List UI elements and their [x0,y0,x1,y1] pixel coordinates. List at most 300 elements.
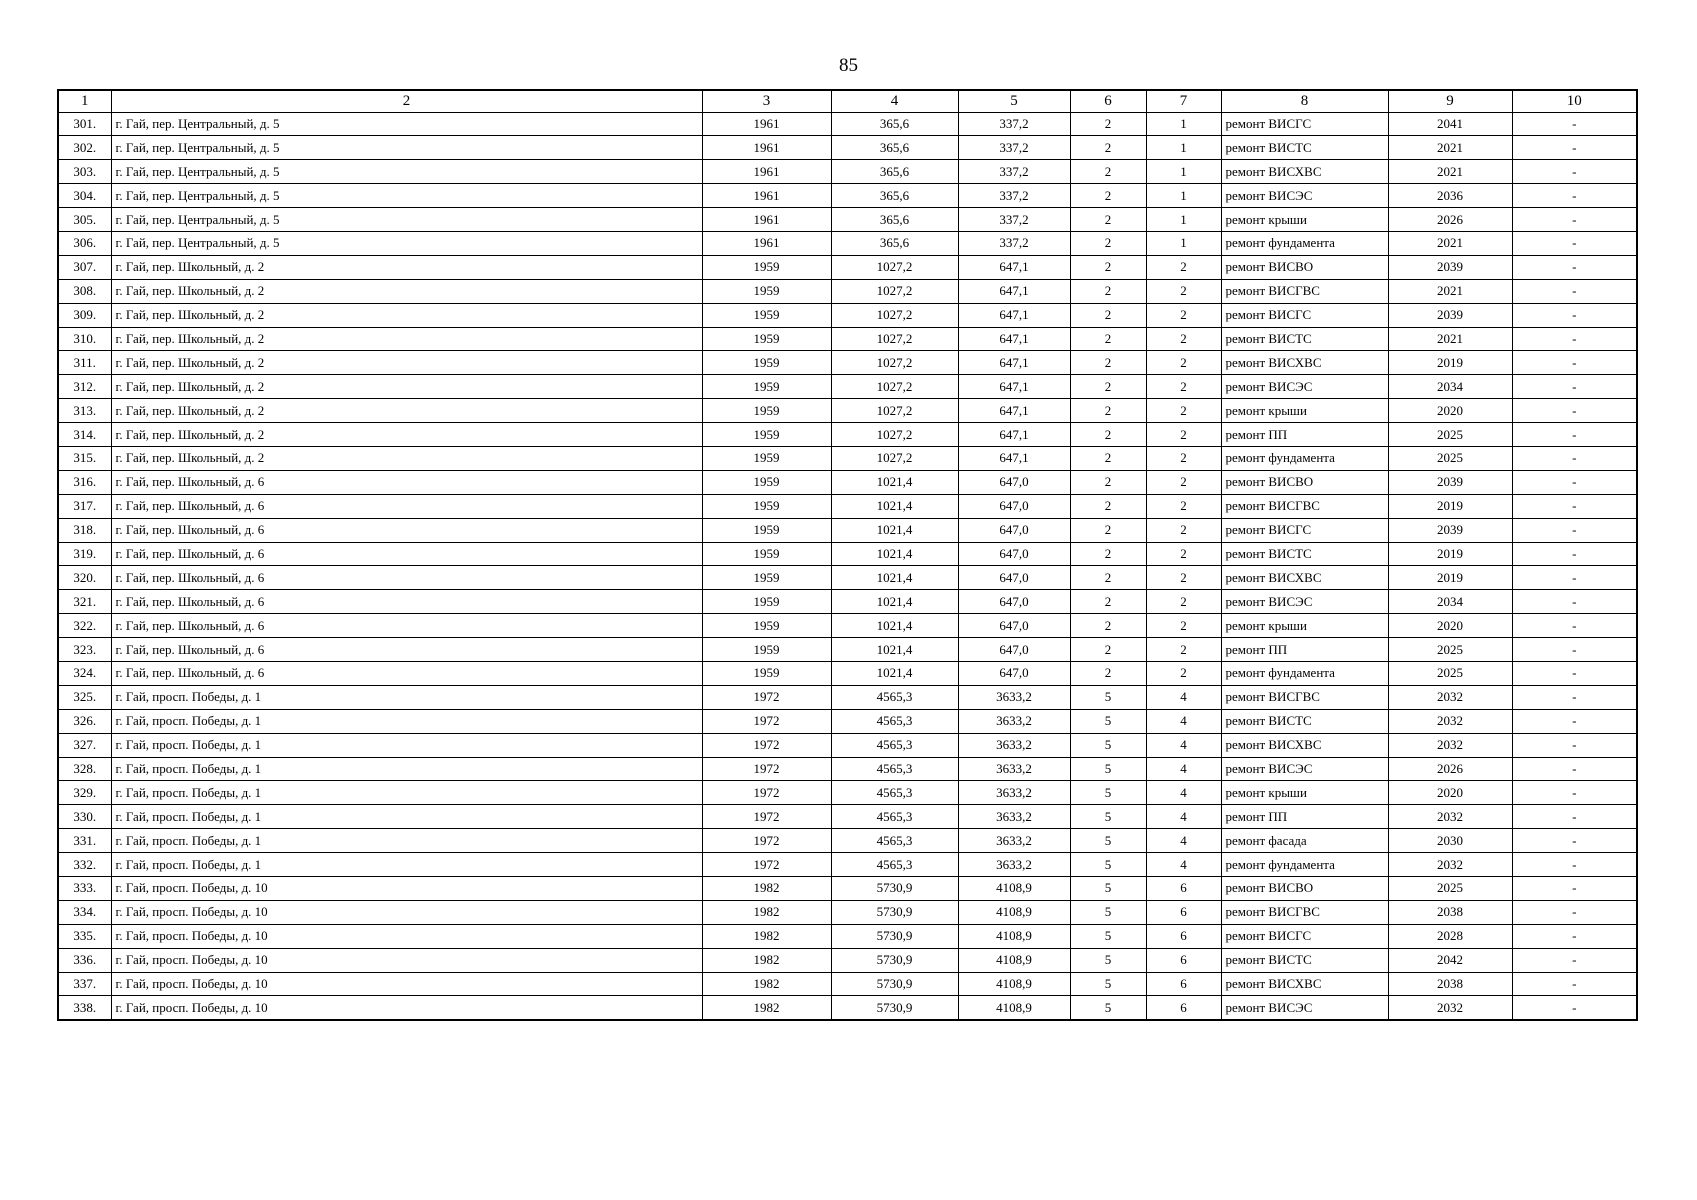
column-header-7: 7 [1146,90,1221,112]
floors-cell: 5 [1070,685,1146,709]
year-built-cell: 1959 [702,327,831,351]
entrances-cell: 2 [1146,303,1221,327]
work-type-cell: ремонт крыши [1221,781,1388,805]
floors-cell: 2 [1070,470,1146,494]
year-built-cell: 1959 [702,566,831,590]
table-row [58,757,1637,781]
work-type-cell: ремонт ВИСГВС [1221,279,1388,303]
entrances-cell: 2 [1146,399,1221,423]
planned-year-cell: 2021 [1388,327,1512,351]
floors-cell: 5 [1070,781,1146,805]
entrances-cell: 2 [1146,351,1221,375]
address-cell: г. Гай, пер. Школьный, д. 2 [111,446,702,470]
planned-year-cell: 2025 [1388,423,1512,447]
row-number-cell: 338. [58,996,111,1020]
address-cell: г. Гай, пер. Школьный, д. 6 [111,566,702,590]
row-number-cell: 301. [58,112,111,136]
row-number-cell: 306. [58,231,111,255]
year-built-cell: 1959 [702,351,831,375]
notes-cell: - [1512,279,1637,303]
table-row [58,900,1637,924]
entrances-cell: 6 [1146,948,1221,972]
row-number-cell: 330. [58,805,111,829]
address-cell: г. Гай, пер. Школьный, д. 2 [111,399,702,423]
total-area-cell: 1027,2 [831,375,958,399]
address-cell: г. Гай, пер. Школьный, д. 6 [111,470,702,494]
address-cell: г. Гай, пер. Школьный, д. 2 [111,423,702,447]
address-cell: г. Гай, просп. Победы, д. 1 [111,805,702,829]
address-cell: г. Гай, пер. Центральный, д. 5 [111,160,702,184]
notes-cell: - [1512,972,1637,996]
table-row [58,375,1637,399]
planned-year-cell: 2032 [1388,733,1512,757]
planned-year-cell: 2026 [1388,757,1512,781]
planned-year-cell: 2039 [1388,255,1512,279]
entrances-cell: 6 [1146,900,1221,924]
address-cell: г. Гай, просп. Победы, д. 1 [111,829,702,853]
row-number-cell: 333. [58,877,111,901]
address-cell: г. Гай, пер. Школьный, д. 6 [111,661,702,685]
total-area-cell: 1021,4 [831,566,958,590]
floors-cell: 5 [1070,733,1146,757]
total-area-cell: 365,6 [831,136,958,160]
work-type-cell: ремонт ВИСХВС [1221,733,1388,757]
planned-year-cell: 2019 [1388,542,1512,566]
row-number-cell: 313. [58,399,111,423]
residential-area-cell: 4108,9 [958,948,1070,972]
year-built-cell: 1959 [702,399,831,423]
floors-cell: 5 [1070,877,1146,901]
table-row [58,638,1637,662]
work-type-cell: ремонт ВИСЭС [1221,590,1388,614]
work-type-cell: ремонт ВИСЭС [1221,184,1388,208]
planned-year-cell: 2021 [1388,231,1512,255]
work-type-cell: ремонт ВИСГВС [1221,685,1388,709]
entrances-cell: 2 [1146,590,1221,614]
year-built-cell: 1959 [702,446,831,470]
total-area-cell: 4565,3 [831,781,958,805]
year-built-cell: 1961 [702,184,831,208]
column-header-6: 6 [1070,90,1146,112]
floors-cell: 2 [1070,208,1146,232]
year-built-cell: 1982 [702,924,831,948]
notes-cell: - [1512,542,1637,566]
floors-cell: 2 [1070,399,1146,423]
address-cell: г. Гай, просп. Победы, д. 10 [111,948,702,972]
row-number-cell: 307. [58,255,111,279]
planned-year-cell: 2025 [1388,661,1512,685]
work-type-cell: ремонт фасада [1221,829,1388,853]
address-cell: г. Гай, пер. Центральный, д. 5 [111,208,702,232]
year-built-cell: 1959 [702,614,831,638]
notes-cell: - [1512,375,1637,399]
address-cell: г. Гай, пер. Школьный, д. 6 [111,518,702,542]
total-area-cell: 365,6 [831,231,958,255]
floors-cell: 2 [1070,303,1146,327]
table-row [58,709,1637,733]
planned-year-cell: 2039 [1388,518,1512,542]
work-type-cell: ремонт ВИСХВС [1221,972,1388,996]
table-row [58,685,1637,709]
planned-year-cell: 2020 [1388,614,1512,638]
address-cell: г. Гай, пер. Школьный, д. 2 [111,375,702,399]
entrances-cell: 4 [1146,709,1221,733]
work-type-cell: ремонт ВИСГС [1221,112,1388,136]
year-built-cell: 1959 [702,423,831,447]
work-type-cell: ремонт ВИСЭС [1221,375,1388,399]
table-row [58,351,1637,375]
floors-cell: 5 [1070,853,1146,877]
work-type-cell: ремонт крыши [1221,208,1388,232]
table-row [58,924,1637,948]
page-number: 85 [839,55,858,76]
entrances-cell: 4 [1146,757,1221,781]
total-area-cell: 5730,9 [831,877,958,901]
entrances-cell: 6 [1146,877,1221,901]
total-area-cell: 4565,3 [831,805,958,829]
total-area-cell: 4565,3 [831,685,958,709]
year-built-cell: 1961 [702,231,831,255]
notes-cell: - [1512,685,1637,709]
planned-year-cell: 2019 [1388,566,1512,590]
residential-area-cell: 337,2 [958,112,1070,136]
floors-cell: 5 [1070,709,1146,733]
table-row [58,566,1637,590]
year-built-cell: 1959 [702,661,831,685]
total-area-cell: 4565,3 [831,853,958,877]
planned-year-cell: 2025 [1388,446,1512,470]
row-number-cell: 320. [58,566,111,590]
planned-year-cell: 2019 [1388,494,1512,518]
table-row [58,829,1637,853]
notes-cell: - [1512,757,1637,781]
year-built-cell: 1959 [702,518,831,542]
table-row [58,446,1637,470]
total-area-cell: 4565,3 [831,733,958,757]
row-number-cell: 327. [58,733,111,757]
residential-area-cell: 647,0 [958,638,1070,662]
total-area-cell: 365,6 [831,112,958,136]
row-number-cell: 331. [58,829,111,853]
floors-cell: 2 [1070,423,1146,447]
work-type-cell: ремонт фундамента [1221,231,1388,255]
notes-cell: - [1512,661,1637,685]
row-number-cell: 334. [58,900,111,924]
work-type-cell: ремонт ПП [1221,423,1388,447]
residential-area-cell: 4108,9 [958,900,1070,924]
table-row [58,279,1637,303]
row-number-cell: 305. [58,208,111,232]
residential-area-cell: 647,1 [958,327,1070,351]
address-cell: г. Гай, пер. Школьный, д. 2 [111,279,702,303]
residential-area-cell: 647,0 [958,494,1070,518]
table-row [58,160,1637,184]
total-area-cell: 1021,4 [831,638,958,662]
address-cell: г. Гай, пер. Школьный, д. 6 [111,638,702,662]
entrances-cell: 6 [1146,924,1221,948]
planned-year-cell: 2034 [1388,375,1512,399]
entrances-cell: 2 [1146,375,1221,399]
work-type-cell: ремонт ВИСГВС [1221,494,1388,518]
notes-cell: - [1512,136,1637,160]
address-cell: г. Гай, пер. Школьный, д. 2 [111,255,702,279]
notes-cell: - [1512,494,1637,518]
table-row [58,184,1637,208]
total-area-cell: 4565,3 [831,709,958,733]
row-number-cell: 309. [58,303,111,327]
notes-cell: - [1512,733,1637,757]
total-area-cell: 1027,2 [831,399,958,423]
row-number-cell: 308. [58,279,111,303]
work-type-cell: ремонт ВИСВО [1221,255,1388,279]
year-built-cell: 1972 [702,757,831,781]
notes-cell: - [1512,638,1637,662]
table-row [58,423,1637,447]
year-built-cell: 1959 [702,303,831,327]
work-type-cell: ремонт ВИСХВС [1221,566,1388,590]
total-area-cell: 1027,2 [831,327,958,351]
floors-cell: 2 [1070,184,1146,208]
total-area-cell: 1021,4 [831,661,958,685]
row-number-cell: 319. [58,542,111,566]
work-type-cell: ремонт ВИСТС [1221,709,1388,733]
address-cell: г. Гай, просп. Победы, д. 1 [111,709,702,733]
row-number-cell: 316. [58,470,111,494]
planned-year-cell: 2038 [1388,972,1512,996]
residential-area-cell: 3633,2 [958,781,1070,805]
floors-cell: 2 [1070,542,1146,566]
residential-area-cell: 337,2 [958,136,1070,160]
total-area-cell: 1027,2 [831,351,958,375]
total-area-cell: 5730,9 [831,900,958,924]
row-number-cell: 328. [58,757,111,781]
row-number-cell: 321. [58,590,111,614]
planned-year-cell: 2036 [1388,184,1512,208]
entrances-cell: 2 [1146,446,1221,470]
planned-year-cell: 2042 [1388,948,1512,972]
work-type-cell: ремонт фундамента [1221,661,1388,685]
residential-area-cell: 3633,2 [958,853,1070,877]
entrances-cell: 1 [1146,160,1221,184]
floors-cell: 5 [1070,829,1146,853]
table-row [58,208,1637,232]
total-area-cell: 1027,2 [831,279,958,303]
work-type-cell: ремонт ВИСГС [1221,303,1388,327]
notes-cell: - [1512,805,1637,829]
year-built-cell: 1959 [702,638,831,662]
address-cell: г. Гай, пер. Школьный, д. 6 [111,590,702,614]
address-cell: г. Гай, пер. Центральный, д. 5 [111,184,702,208]
table-row [58,614,1637,638]
year-built-cell: 1961 [702,208,831,232]
work-type-cell: ремонт ВИСЭС [1221,996,1388,1020]
residential-area-cell: 647,1 [958,351,1070,375]
column-header-4: 4 [831,90,958,112]
notes-cell: - [1512,566,1637,590]
notes-cell: - [1512,112,1637,136]
residential-area-cell: 647,0 [958,566,1070,590]
entrances-cell: 1 [1146,208,1221,232]
entrances-cell: 2 [1146,470,1221,494]
planned-year-cell: 2021 [1388,136,1512,160]
total-area-cell: 365,6 [831,184,958,208]
entrances-cell: 2 [1146,638,1221,662]
floors-cell: 2 [1070,231,1146,255]
row-number-cell: 302. [58,136,111,160]
year-built-cell: 1972 [702,709,831,733]
row-number-cell: 336. [58,948,111,972]
year-built-cell: 1982 [702,877,831,901]
work-type-cell: ремонт ВИСЭС [1221,757,1388,781]
total-area-cell: 1027,2 [831,423,958,447]
address-cell: г. Гай, пер. Центральный, д. 5 [111,136,702,160]
notes-cell: - [1512,470,1637,494]
work-type-cell: ремонт ВИСТС [1221,542,1388,566]
year-built-cell: 1959 [702,255,831,279]
floors-cell: 5 [1070,948,1146,972]
planned-year-cell: 2028 [1388,924,1512,948]
table-body [58,112,1637,1020]
row-number-cell: 337. [58,972,111,996]
floors-cell: 2 [1070,590,1146,614]
notes-cell: - [1512,590,1637,614]
residential-area-cell: 647,0 [958,518,1070,542]
notes-cell: - [1512,924,1637,948]
row-number-cell: 310. [58,327,111,351]
entrances-cell: 4 [1146,853,1221,877]
year-built-cell: 1961 [702,136,831,160]
residential-area-cell: 647,1 [958,255,1070,279]
address-cell: г. Гай, просп. Победы, д. 1 [111,757,702,781]
table-row [58,231,1637,255]
residential-area-cell: 647,1 [958,423,1070,447]
residential-area-cell: 4108,9 [958,996,1070,1020]
entrances-cell: 4 [1146,805,1221,829]
work-type-cell: ремонт фундамента [1221,446,1388,470]
entrances-cell: 1 [1146,112,1221,136]
year-built-cell: 1959 [702,279,831,303]
row-number-cell: 329. [58,781,111,805]
year-built-cell: 1972 [702,733,831,757]
row-number-cell: 303. [58,160,111,184]
planned-year-cell: 2020 [1388,781,1512,805]
notes-cell: - [1512,231,1637,255]
total-area-cell: 365,6 [831,208,958,232]
notes-cell: - [1512,255,1637,279]
table-row [58,661,1637,685]
floors-cell: 2 [1070,351,1146,375]
year-built-cell: 1982 [702,948,831,972]
total-area-cell: 1021,4 [831,614,958,638]
address-cell: г. Гай, пер. Центральный, д. 5 [111,112,702,136]
row-number-cell: 322. [58,614,111,638]
residential-area-cell: 337,2 [958,184,1070,208]
planned-year-cell: 2034 [1388,590,1512,614]
entrances-cell: 2 [1146,327,1221,351]
table-row [58,470,1637,494]
planned-year-cell: 2030 [1388,829,1512,853]
planned-year-cell: 2039 [1388,303,1512,327]
table-row [58,877,1637,901]
work-type-cell: ремонт ВИСВО [1221,877,1388,901]
row-number-cell: 304. [58,184,111,208]
residential-area-cell: 3633,2 [958,709,1070,733]
total-area-cell: 5730,9 [831,948,958,972]
notes-cell: - [1512,303,1637,327]
address-cell: г. Гай, пер. Школьный, д. 6 [111,542,702,566]
notes-cell: - [1512,399,1637,423]
table-row [58,255,1637,279]
year-built-cell: 1972 [702,805,831,829]
year-built-cell: 1959 [702,494,831,518]
address-cell: г. Гай, пер. Школьный, д. 2 [111,303,702,327]
residential-area-cell: 647,1 [958,399,1070,423]
entrances-cell: 1 [1146,231,1221,255]
total-area-cell: 1027,2 [831,446,958,470]
total-area-cell: 1027,2 [831,255,958,279]
column-header-2: 2 [111,90,702,112]
floors-cell: 2 [1070,375,1146,399]
work-type-cell: ремонт ВИСТС [1221,327,1388,351]
residential-area-cell: 647,0 [958,470,1070,494]
year-built-cell: 1961 [702,160,831,184]
residential-area-cell: 3633,2 [958,829,1070,853]
residential-area-cell: 647,1 [958,303,1070,327]
notes-cell: - [1512,900,1637,924]
planned-year-cell: 2039 [1388,470,1512,494]
floors-cell: 2 [1070,446,1146,470]
floors-cell: 5 [1070,996,1146,1020]
address-cell: г. Гай, пер. Школьный, д. 2 [111,351,702,375]
total-area-cell: 4565,3 [831,757,958,781]
table-row [58,781,1637,805]
address-cell: г. Гай, просп. Победы, д. 1 [111,853,702,877]
residential-area-cell: 647,0 [958,542,1070,566]
work-type-cell: ремонт ВИСХВС [1221,351,1388,375]
entrances-cell: 2 [1146,494,1221,518]
notes-cell: - [1512,781,1637,805]
column-header-8: 8 [1221,90,1388,112]
notes-cell: - [1512,423,1637,447]
planned-year-cell: 2032 [1388,853,1512,877]
entrances-cell: 2 [1146,518,1221,542]
table-row [58,948,1637,972]
residential-area-cell: 647,1 [958,279,1070,303]
column-header-5: 5 [958,90,1070,112]
notes-cell: - [1512,208,1637,232]
floors-cell: 2 [1070,136,1146,160]
planned-year-cell: 2032 [1388,996,1512,1020]
residential-area-cell: 337,2 [958,208,1070,232]
notes-cell: - [1512,877,1637,901]
address-cell: г. Гай, просп. Победы, д. 1 [111,733,702,757]
entrances-cell: 2 [1146,255,1221,279]
floors-cell: 2 [1070,494,1146,518]
residential-area-cell: 647,1 [958,375,1070,399]
notes-cell: - [1512,948,1637,972]
entrances-cell: 2 [1146,423,1221,447]
residential-area-cell: 4108,9 [958,972,1070,996]
table-row [58,494,1637,518]
residential-area-cell: 3633,2 [958,757,1070,781]
total-area-cell: 1021,4 [831,518,958,542]
work-type-cell: ремонт ВИСГС [1221,518,1388,542]
row-number-cell: 326. [58,709,111,733]
year-built-cell: 1959 [702,542,831,566]
floors-cell: 5 [1070,757,1146,781]
row-number-cell: 323. [58,638,111,662]
residential-area-cell: 4108,9 [958,877,1070,901]
